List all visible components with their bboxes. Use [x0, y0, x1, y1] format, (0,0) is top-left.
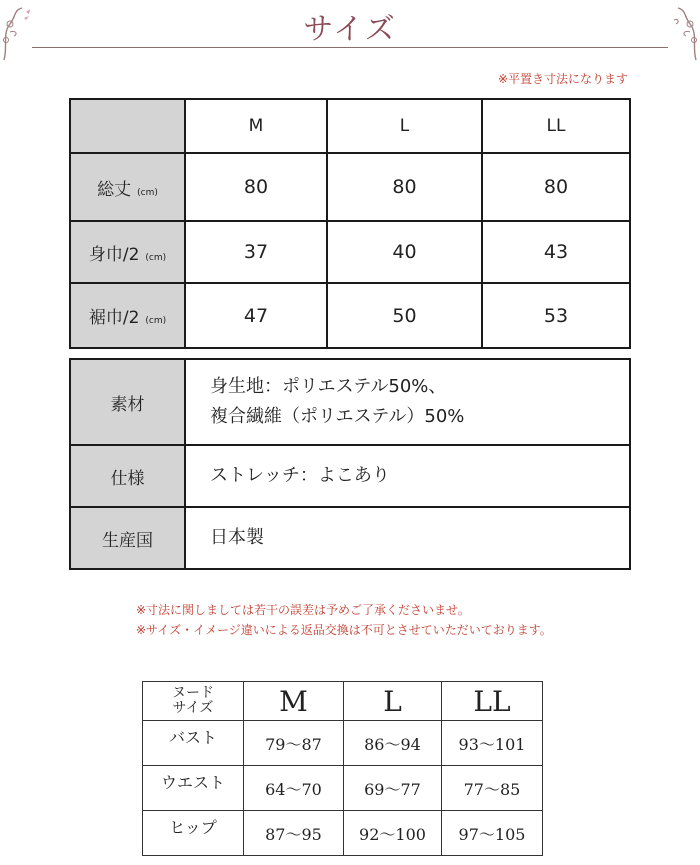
measurement-value: 92～100: [344, 811, 442, 856]
measurement-value: 64～70: [244, 766, 344, 811]
corner-line: ヌード: [172, 685, 214, 701]
unit-label: (cm): [145, 252, 167, 263]
measurement-value: 86～94: [344, 721, 442, 766]
size-table-corner: [70, 99, 185, 153]
size-table: [69, 98, 631, 349]
unit-label: (cm): [145, 316, 167, 326]
size-value: 53: [482, 283, 630, 348]
spec-value: [185, 445, 630, 507]
row-label: 身巾/2: [88, 244, 140, 265]
disclaimer-notes: [136, 600, 552, 640]
measurement-value: 79～87: [244, 721, 344, 766]
page-title: サイズ: [303, 12, 397, 47]
table-row: [143, 811, 543, 856]
measurement-note: ※平置き寸法になります: [497, 72, 628, 86]
spec-label: 生産国: [70, 507, 185, 569]
size-column-header: M: [185, 99, 327, 153]
nude-table-corner: [143, 682, 244, 721]
nude-table-header: [143, 682, 543, 721]
measurement-value: 69～77: [344, 766, 442, 811]
disclaimer-line: ※サイズ・イメージ違いによる返品交換は不可とさせていただいております。: [136, 623, 552, 637]
measurement-label: ウエスト: [143, 766, 244, 811]
size-value: 80: [327, 153, 482, 221]
row-header: [70, 153, 185, 221]
measurement-value: 87～95: [244, 811, 344, 856]
size-value: 80: [185, 153, 327, 221]
spec-label: 素材: [70, 359, 185, 445]
size-column-header: L: [327, 99, 482, 153]
table-row: [70, 359, 630, 445]
size-value: 40: [327, 221, 482, 283]
spec-line: ストレッチ：よこあり: [210, 465, 390, 486]
size-value: 43: [482, 221, 630, 283]
spec-table: [69, 358, 631, 570]
size-value: 50: [327, 283, 482, 348]
disclaimer-line: ※寸法に関しましては若干の誤差は予めご了承くださいませ。: [136, 603, 470, 617]
table-row: [143, 721, 543, 766]
size-column-header: LL: [482, 99, 630, 153]
row-header: [70, 221, 185, 283]
table-row: [70, 507, 630, 569]
nude-size-header: LL: [442, 682, 543, 721]
size-value: 37: [185, 221, 327, 283]
row-label: 総丈: [97, 179, 132, 200]
nude-size-table: [142, 681, 543, 856]
table-row: [70, 153, 630, 221]
table-row: [143, 766, 543, 811]
measurement-label: バスト: [143, 721, 244, 766]
table-row: [70, 445, 630, 507]
spec-line: 複合繊維（ポリエステル）50%: [210, 406, 465, 427]
spec-line: 身生地：ポリエステル50%、: [210, 376, 447, 397]
row-label: 裾巾/2: [88, 308, 140, 328]
table-row: [70, 221, 630, 283]
corner-line: サイズ: [172, 700, 214, 716]
measurement-value: 97～105: [442, 811, 543, 856]
spec-value: [185, 359, 630, 445]
nude-size-header: L: [344, 682, 442, 721]
title-divider: [32, 47, 668, 48]
unit-label: (cm): [137, 187, 158, 198]
size-value: 80: [482, 153, 630, 221]
row-header: [70, 283, 185, 348]
table-row: [70, 283, 630, 348]
measurement-value: 93～101: [442, 721, 543, 766]
measurement-label: ヒップ: [143, 811, 244, 856]
measurement-value: 77～85: [442, 766, 543, 811]
nude-size-header: M: [244, 682, 344, 721]
spec-value: [185, 507, 630, 569]
spec-label: 仕様: [70, 445, 185, 507]
size-table-header: [70, 99, 630, 153]
spec-line: 日本製: [210, 527, 264, 548]
size-value: 47: [185, 283, 327, 348]
